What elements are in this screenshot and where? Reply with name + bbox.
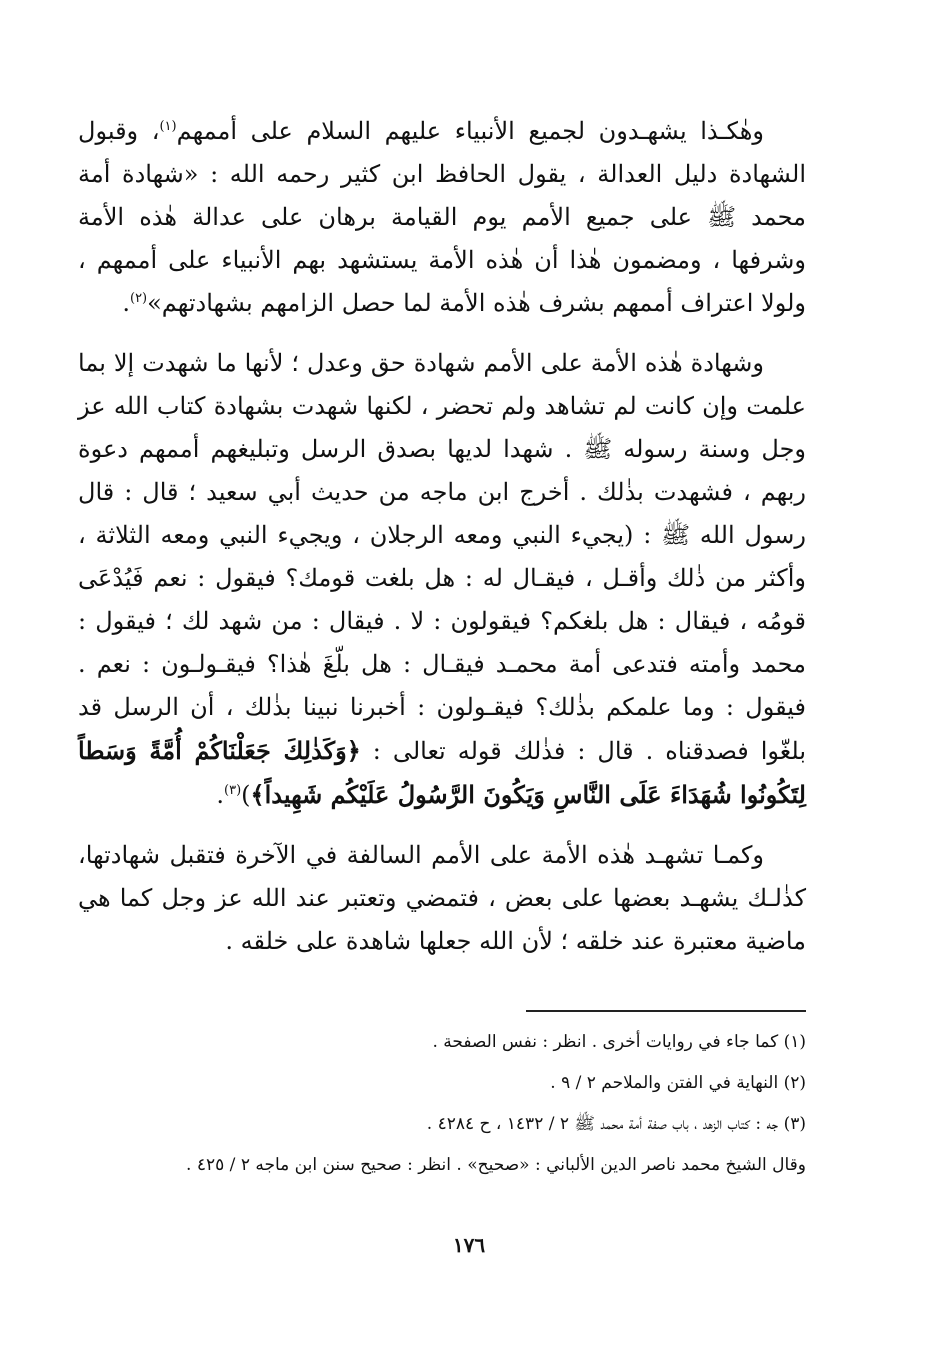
footnotes: [78, 1022, 806, 1186]
paragraph-2-text: وشهادة هٰذه الأمة على الأمم شهادة حق وعدل ؛ لأنها ما شهدت إلا بما علمت وإن كانت لم تشاهد ولم تحضر ، لكنها شهدت بشهادة كتاب الله عز وجل وسنة رسوله ﷺ . شهدا لديها بصدق الرسل وتبليغهم أممهم دعوة ربهم ، فشهدت بذٰلك . أخرج ابن ماجه من حديث أبي سعيد ؛ قال : قال رسول الله ﷺ : (يجيء النبي ومعه الرجلان ، ويجيء النبي ومعه الثلاثة ، وأكثر من ذٰلك وأقـل ، فيقـال له : هل بلغت قومك؟ فيقول : نعم فَيُدْعَى قومُه ، فيقال : هل بلغكم؟ فيقولون : لا . فيقال : من شهد لك ؛ فيقول : محمد وأمته فتدعى أمة محمـد فيقـال : هل بلّغَ هٰذا؟ فيقـولـون : نعم . فيقول : وما علمكم بذٰلك؟ فيقـولون : أخبرنا نبينا بذٰلك ، أن الرسل قد بلغّوا فصدقناه . قال : فذٰلك قوله تعالى :: [78, 349, 806, 765]
page-number: ١٧٦: [452, 1233, 486, 1257]
footnote-ref-3[interactable]: (٣): [224, 783, 242, 798]
quran-verse: ﴿وَكَذٰلِكَ جَعَلْنَاكُمْ أُمَّةً وَسَطاً لِتَكُونُوا شُهَدَاءَ عَلَى النَّاسِ وَيَكُونَ الرَّسُولُ عَلَيْكُم شَهِيداً﴾: [78, 736, 806, 809]
footnote-1: (١) كما جاء في روايات أخرى . انظر : نفس الصفحة .: [432, 1032, 806, 1052]
footnote-ref-2[interactable]: (٢): [129, 291, 148, 306]
paragraph-1-end: .: [122, 289, 130, 317]
paragraph-2: [78, 342, 806, 817]
footnote-ref-1[interactable]: (١): [159, 119, 177, 134]
page-content: [78, 110, 806, 1310]
footnote-3-continuation: وقال الشيخ محمد ناصر الدين الألباني : «صحيح» . انظر : صحيح سنن ابن ماجه ٢ / ٤٢٥ .: [186, 1155, 806, 1175]
footnote-2: (٢) النهاية في الفتن والملاحم ٢ / ٩ .: [550, 1073, 806, 1093]
paragraph-1-text: وهٰكـذا يشهـدون لجميع الأنبياء عليهم السلام على أممهم: [176, 117, 765, 145]
paragraph-3: [78, 834, 806, 963]
paragraph-2-close: ): [241, 781, 251, 809]
paragraph-1: [78, 110, 806, 325]
paragraph-2-end: .: [216, 781, 225, 809]
footnote-3: (٣) جه : كتاب الزهد ، باب صفة أمة محمد ﷺ ٢ / ١٤٣٢ ، ح ٤٢٨٤ .: [426, 1114, 806, 1134]
footnote-divider: [526, 1010, 806, 1012]
paragraph-3-text: وكمـا تشهـد هٰذه الأمة على الأمم السالفة في الآخرة فتقبل شهادتها، كذٰلـك يشهـد بعضها على بعض ، فتمضي وتعتبر عند الله عز وجل كما هي ماضية معتبرة عند خلقه ؛ لأن الله جعلها شاهدة على خلقه .: [78, 841, 806, 955]
paragraph-1-tail: ، وقبول الشهادة دليل العدالة ، يقول الحافظ ابن كثير رحمه الله : «شهادة أمة محمد ﷺ على جميع الأمم يوم القيامة برهان على عدالة هٰذه الأمة وشرفها ، ومضمون هٰذا أن هٰذه الأمة يستشهد بهم الأنبياء على أممهم ، ولولا اعتراف أممهم بشرف هٰذه الأمة لما حصل الزامهم بشهادتهم»: [78, 117, 806, 317]
